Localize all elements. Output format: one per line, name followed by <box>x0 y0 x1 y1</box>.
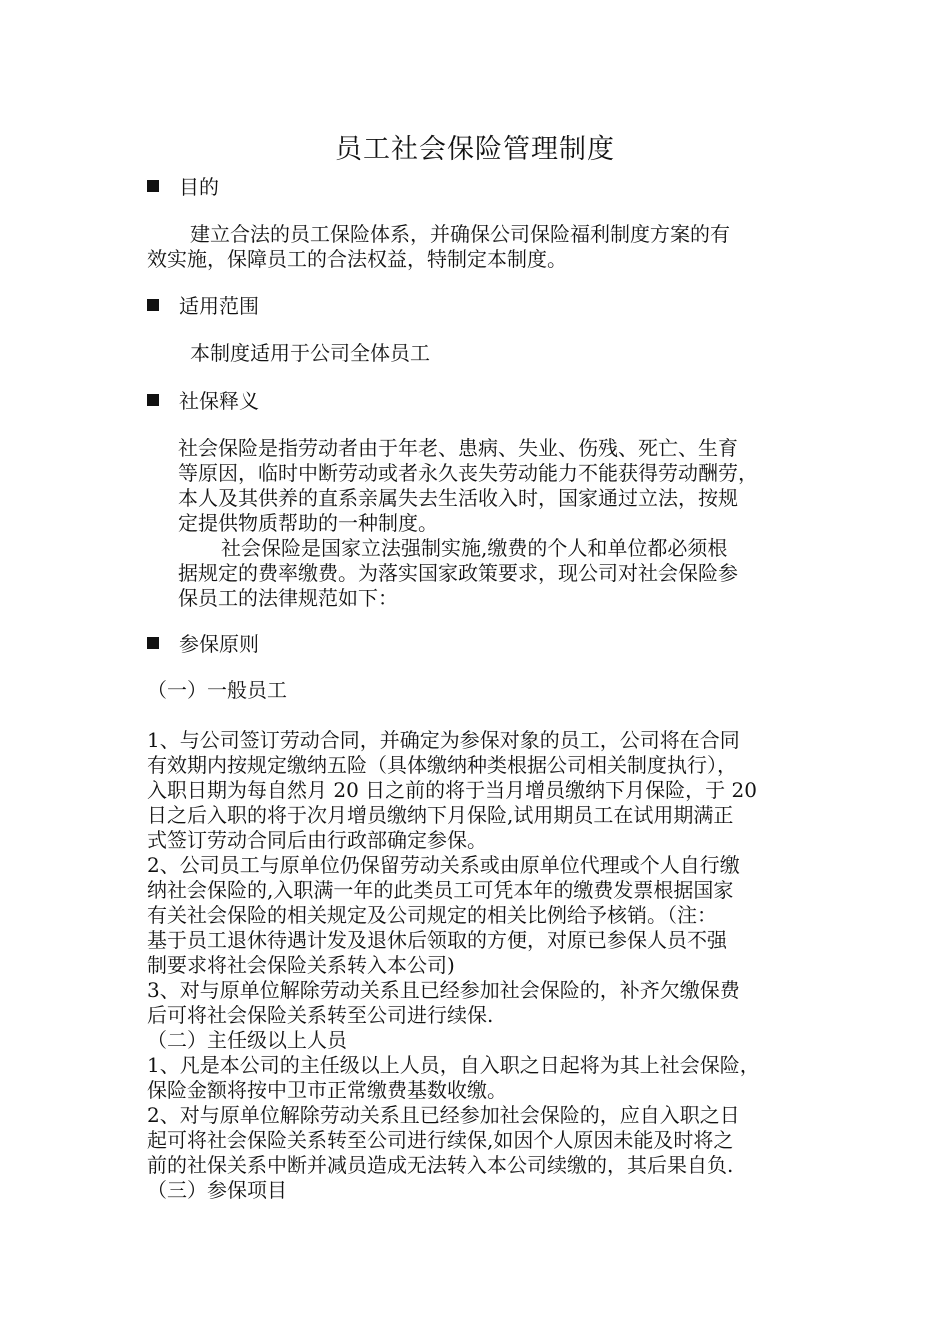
subheading-text: （一）一般员工 <box>147 678 287 702</box>
purpose-paragraph <box>147 222 730 272</box>
square-bullet-icon <box>147 394 159 406</box>
definition-paragraph <box>178 436 758 611</box>
section-heading-purpose <box>147 174 219 200</box>
section-heading-label: 参保原则 <box>179 632 259 656</box>
text-line: 有关社会保险的相关规定及公司规定的相关比例给予核销。（注： <box>147 903 717 927</box>
section-heading-scope <box>147 293 259 319</box>
section-heading-label: 社保释义 <box>179 389 259 413</box>
text-line: 效实施，保障员工的合法权益，特制定本制度。 <box>147 247 567 271</box>
text-line: 1、与公司签订劳动合同，并确定为参保对象的员工，公司将在合同 <box>147 728 740 752</box>
principles-body <box>147 728 760 1203</box>
square-bullet-icon <box>147 299 159 311</box>
subheading-text: （三）参保项目 <box>147 1178 287 1202</box>
text-line: 基于员工退休待遇计发及退休后领取的方便，对原已参保人员不强 <box>147 928 727 952</box>
square-bullet-icon <box>147 637 159 649</box>
text-line: 保员工的法律规范如下： <box>178 586 398 610</box>
text-line: 后可将社会保险关系转至公司进行续保. <box>147 1003 494 1027</box>
text-line: 日之后入职的将于次月增员缴纳下月保险,试用期员工在试用期满正 <box>147 803 734 827</box>
text-line: 2、对与原单位解除劳动关系且已经参加社会保险的，应自入职之日 <box>147 1103 740 1127</box>
text-line: 有效期内按规定缴纳五险（具体缴纳种类根据公司相关制度执行）， <box>147 753 737 777</box>
text-line: 建立合法的员工保险体系，并确保公司保险福利制度方案的有 <box>190 222 730 246</box>
subheading-text: （二）主任级以上人员 <box>147 1028 347 1052</box>
general-staff-subheading <box>147 678 287 703</box>
text-line: 据规定的费率缴费。为落实国家政策要求，现公司对社会保险参 <box>178 561 738 585</box>
text-line: 纳社会保险的,入职满一年的此类员工可凭本年的缴费发票根据国家 <box>147 878 734 902</box>
section-heading-definition <box>147 388 259 414</box>
section-heading-label: 适用范围 <box>179 294 259 318</box>
text-line: 本人及其供养的直系亲属失去生活收入时，国家通过立法，按规 <box>178 486 738 510</box>
document-title: 员工社会保险管理制度 <box>335 134 615 165</box>
text-line: 2、公司员工与原单位仍保留劳动关系或由原单位代理或个人自行缴 <box>147 853 740 877</box>
square-bullet-icon <box>147 180 159 192</box>
text-line: 保险金额将按中卫市正常缴费基数收缴。 <box>147 1078 507 1102</box>
scope-paragraph <box>190 341 430 366</box>
text-line: 前的社保关系中断并减员造成无法转入本公司续缴的，其后果自负. <box>147 1153 734 1177</box>
text-line: 3、对与原单位解除劳动关系且已经参加社会保险的，补齐欠缴保费 <box>147 978 740 1002</box>
text-line: 定提供物质帮助的一种制度。 <box>178 511 438 535</box>
section-heading-principles <box>147 631 259 657</box>
text-line: 起可将社会保险关系转至公司进行续保,如因个人原因未能及时将之 <box>147 1128 734 1152</box>
text-line: 式签订劳动合同后由行政部确定参保。 <box>147 828 487 852</box>
text-line: 入职日期为每自然月 20 日之前的将于当月增员缴纳下月保险，于 20 <box>147 778 757 802</box>
text-line: 社会保险是国家立法强制实施,缴费的个人和单位都必须根 <box>221 536 728 560</box>
text-line: 1、凡是本公司的主任级以上人员，自入职之日起将为其上社会保险， <box>147 1053 760 1077</box>
text-line: 制要求将社会保险关系转入本公司) <box>147 953 455 977</box>
text-line: 本制度适用于公司全体员工 <box>190 341 430 365</box>
text-line: 社会保险是指劳动者由于年老、患病、失业、伤残、死亡、生育 <box>178 436 738 460</box>
section-heading-label: 目的 <box>179 175 219 199</box>
text-line: 等原因，临时中断劳动或者永久丧失劳动能力不能获得劳动酬劳， <box>178 461 758 485</box>
